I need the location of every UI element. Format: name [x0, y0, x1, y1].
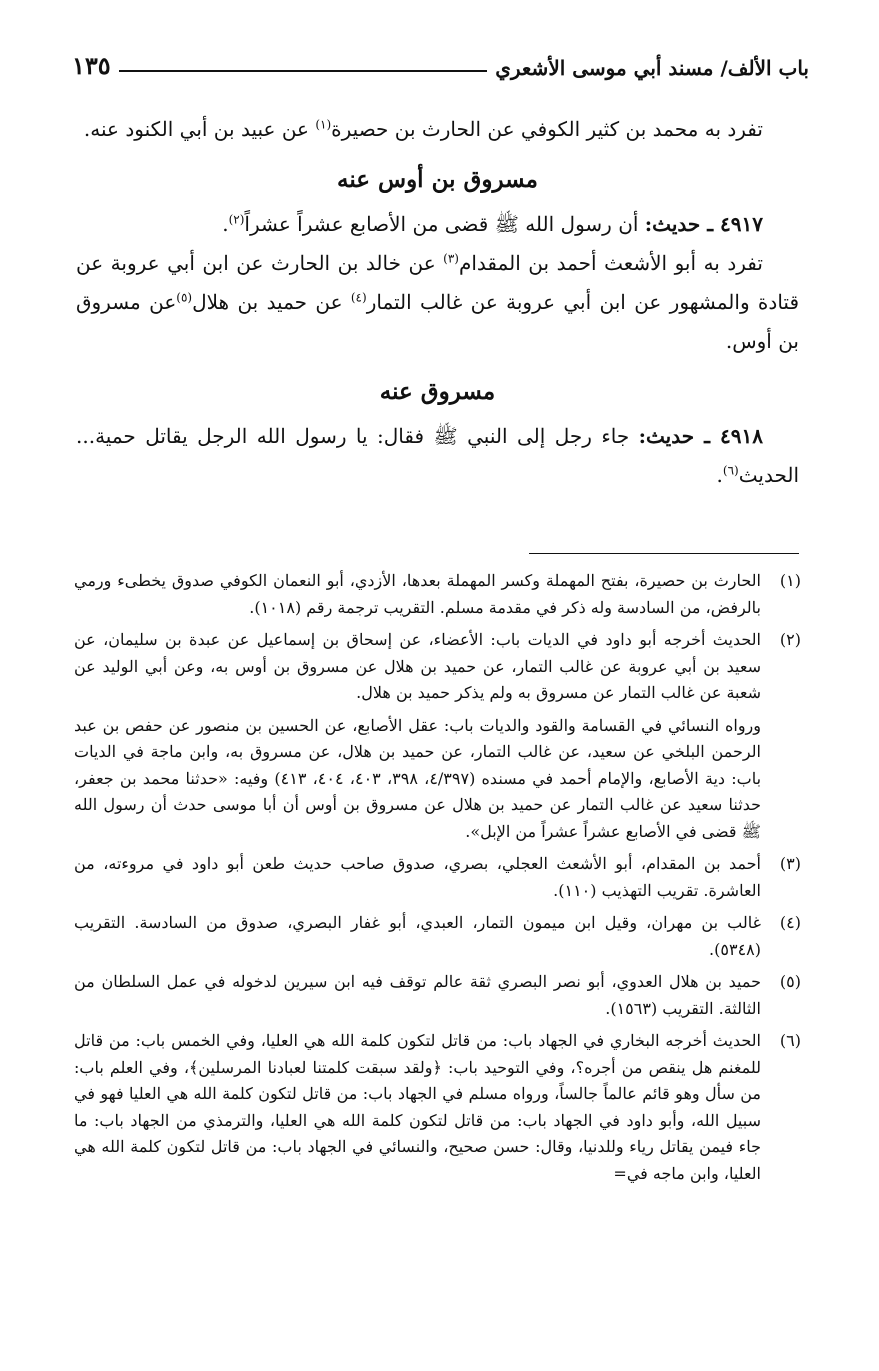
hadith-4917 — [76, 205, 799, 244]
main-text — [76, 110, 799, 495]
footnote-body — [74, 1028, 761, 1187]
header-title: باب الألف/ مسند أبي موسى الأشعري — [495, 56, 809, 80]
section1-text-d: عن مسروق بن أوس. — [76, 290, 799, 353]
footnote-paragraph: حميد بن هلال العدوي، أبو نصر البصري ثقة عالم توقف فيه ابن سيرين لدخوله في عمل السلطان من الثالثة. التقريب (١٥٦٣). — [74, 972, 761, 1018]
section-heading-2: مسروق عنه — [379, 378, 496, 405]
hadith-label: ٤٩١٨ ـ حديث: — [638, 424, 763, 448]
footnote-number: (١) — [779, 571, 801, 590]
hadith-end: . — [716, 463, 723, 487]
running-header — [72, 40, 809, 80]
intro-text-1: تفرد به محمد بن كثير الكوفي عن الحارث بن حصيرة — [331, 117, 763, 141]
footnote-separator — [529, 553, 799, 554]
footnote-body — [74, 568, 761, 621]
footnote-paragraph: ورواه النسائي في القسامة والقود والديات باب: عقل الأصابع، عن الحسين بن منصور عن حفص بن عبد الرحمن البلخي عن سعيد، عن غالب التمار، عن حميد بن هلال، عن مسروق به، وابن ماجة في الديات باب: دية الأصابع، والإمام أحمد في مسنده (٤/٣٩٧، ٣٩٨، ٤٠٣، ٤٠٤، ٤١٣) وفيه: «حدثنا محمد بن جعفر، حدثنا سعيد عن غالب التمار عن حميد بن هلال عن مسروق بن أوس أن أبا موسى حدث أن رسول الله ﷺ قضى في الأصابع عشراً عشراً من الإبل». — [74, 715, 762, 841]
intro-paragraph — [76, 110, 799, 149]
footnote-ref-3: (٣) — [443, 251, 459, 266]
footnote-ref-5: (٥) — [176, 290, 193, 305]
footnote-paragraph: الحديث أخرجه البخاري في الجهاد باب: من قاتل لتكون كلمة الله هي العليا، وفي الخمس باب: من قاتل للمغنم هل ينقص من أجره؟، وفي التوحيد باب: ﴿ولقد سبقت كلمتنا لعبادنا المرسلين﴾، وفي العلم باب: من سأل وهو قائم عالماً جالساً، ورواه مسلم في الجهاد باب: من قاتل لتكون كلمة الله هي العليا فهو في سبيل الله، وأبو داود في الجهاد باب: من قاتل لتكون كلمة الله هي العليا، والترمذي من الجهاد باب: ما جاء فيمن يقاتل رياء وللدنيا، وقال: حسن صحيح، والنسائي في الجهاد باب: من قاتل لتكون كلمة الله هي العليا، وابن ماجه في= — [74, 1031, 761, 1183]
hadith-end: . — [222, 212, 229, 236]
header-rule — [119, 70, 488, 72]
footnote-ref-1: (١) — [315, 117, 332, 132]
footnote-number: (٣) — [779, 854, 801, 873]
footnote-number: (٢) — [779, 630, 801, 649]
footnote-paragraph: الحديث أخرجه أبو داود في الديات باب: الأعضاء، عن إسحاق بن إسماعيل عن عبدة بن سليمان، عن سعيد بن أبي عروبة عن غالب التمار، عن حميد بن هلال عن مسروق بن أوس به، وعن أبي الوليد عن شعبة عن غالب التمار عن مسروق به ولم يذكر حميد بن هلال. — [74, 630, 761, 702]
footnote — [74, 627, 801, 845]
footnote-paragraph: أحمد بن المقدام، أبو الأشعث العجلي، بصري، صدوق صاحب حديث طعن أبو داود في مروءته، من العاشرة. تقريب التهذيب (١١٠). — [74, 854, 761, 900]
footnote-number: (٥) — [779, 972, 801, 991]
footnote-ref-6: (٦) — [722, 463, 739, 478]
page-number: ١٣٥ — [72, 51, 111, 80]
footnote — [74, 910, 801, 963]
section1-text-b: عن خالد بن الحارث عن ابن أبي عروبة عن قتادة والمشهور عن ابن أبي عروبة عن غالب التمار — [76, 251, 800, 314]
footnote-ref-2: (٢) — [228, 212, 245, 227]
footnote-body — [74, 627, 761, 845]
section1-text-c: عن حميد بن هلال — [192, 290, 351, 314]
hadith-text: جاء رجل إلى النبي ﷺ فقال: يا رسول الله الرجل يقاتل حمية... الحديث — [76, 424, 799, 487]
footnote — [74, 1028, 801, 1187]
footnote-paragraph: غالب بن مهران، وقيل ابن ميمون التمار، العبدي، أبو غفار البصري، صدوق من السادسة. التقريب (٥٣٤٨). — [74, 913, 762, 959]
footnote — [74, 568, 801, 621]
footnote — [74, 851, 801, 904]
footnote-number: (٤) — [779, 913, 801, 932]
hadith-label: ٤٩١٧ ـ حديث: — [644, 212, 763, 236]
hadith-4918 — [76, 417, 799, 495]
footnote — [74, 969, 801, 1022]
intro-text-2: عن عبيد بن أبي الكنود عنه. — [83, 117, 316, 141]
footnote-body — [74, 969, 761, 1022]
footnote-body — [74, 851, 761, 904]
footnote-paragraph: الحارث بن حصيرة، بفتح المهملة وكسر المهملة بعدها، الأزدي، أبو النعمان الكوفي صدوق يخطىء ورمي بالرفض، من السادسة وله ذكر في مقدمة مسلم. التقريب ترجمة رقم (١٠١٨). — [74, 571, 762, 617]
footnote-ref-4: (٤) — [350, 290, 367, 305]
footnote-number: (٦) — [779, 1031, 801, 1050]
footnotes — [74, 568, 801, 1193]
hadith-text: أن رسول الله ﷺ قضى من الأصابع عشراً عشراً — [244, 212, 645, 236]
section1-text-a: تفرد به أبو الأشعث أحمد بن المقدام — [458, 251, 763, 275]
footnote-body — [74, 910, 761, 963]
section1-paragraph — [76, 244, 799, 361]
section-heading-1: مسروق بن أوس عنه — [337, 166, 538, 193]
